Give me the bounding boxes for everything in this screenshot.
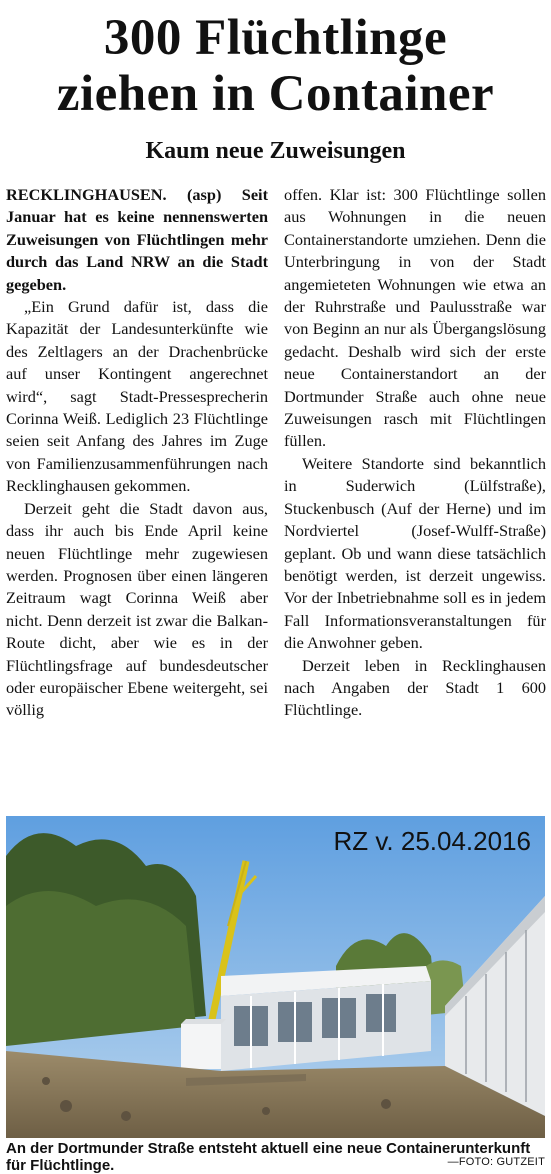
headline-line-1: 300 Flüchtlinge bbox=[103, 10, 448, 66]
body-paragraph: offen. Klar ist: 300 Flüchtlinge sollen aus Wohnungen in die neuen Containerstandorte umziehen. Denn die Unterbringung in von der Stadt angemieteten Wohnungen wie etwa an der Ruhrstraße und Paulusstraße war von Beginn an nur als Übergangslösung gedacht. Deshalb wird sich der erste neue Containerstandort an der Dortmunder Straße auch ohne neue Zuweisungen rasch mit Flüchtlingen füllen. bbox=[284, 185, 546, 451]
article-photo bbox=[6, 816, 545, 1138]
headline-line-2: ziehen in Container bbox=[56, 66, 495, 122]
article-column-2 bbox=[284, 184, 546, 722]
photo-caption: An der Dortmunder Straße entsteht aktuell eine neue Containerunterkunft für Flüchtlinge. bbox=[6, 1140, 531, 1174]
lead-paragraph: RECKLINGHAUSEN. (asp) Seit Januar hat es keine nennenswerten Zuweisungen von Flüchtlingen mehr durch das Land NRW an die Stadt gegeben. bbox=[6, 185, 268, 294]
body-paragraph: Weitere Standorte sind bekanntlich in Suderwich (Lülfstraße), Stuckenbusch (Auf der Herne) und im Nordviertel (Josef-Wulff-Straße) geplant. Ob und wann diese tatsächlich benötigt werden, ist derzeit ungewiss. Vor der Inbetriebnahme soll es in jedem Fall Informationsveranstaltungen für die Anwohner geben. bbox=[284, 453, 546, 653]
body-paragraph: Derzeit leben in Recklinghausen nach Angaben der Stadt 1 600 Flüchtlinge. bbox=[284, 655, 546, 720]
date-stamp: RZ v. 25.04.2016 bbox=[333, 826, 531, 856]
photo-credit: —FOTO: GUTZEIT bbox=[447, 1156, 545, 1168]
container-site-image bbox=[6, 816, 545, 1138]
subheadline: Kaum neue Zuweisungen bbox=[145, 138, 406, 164]
article-column-1 bbox=[6, 184, 268, 722]
body-paragraph: Derzeit geht die Stadt davon aus, dass ihr auch bis Ende April keine neuen Flüchtlinge mehr zugewiesen werden. Prognosen über einen längeren Zeitraum wagt Corinna Weiß aber nicht. Denn derzeit ist zwar die Balkan-Route dicht, aber wie es in der Flüchtlingsfrage auf bundesdeutscher oder europäischer Ebene weitergeht, sei völlig bbox=[6, 498, 268, 720]
body-paragraph: „Ein Grund dafür ist, dass die Kapazität der Landesunterkünfte wie des Zeltlagers an der Drachenbrücke auf unser Kontingent angerechnet wird“, sagt Stadt-Pressesprecherin Corinna Weiß. Lediglich 23 Flüchtlinge seien seit Anfang des Jahres im Zuge von Familienzusammenführungen nach Recklinghausen gekommen. bbox=[6, 297, 268, 496]
